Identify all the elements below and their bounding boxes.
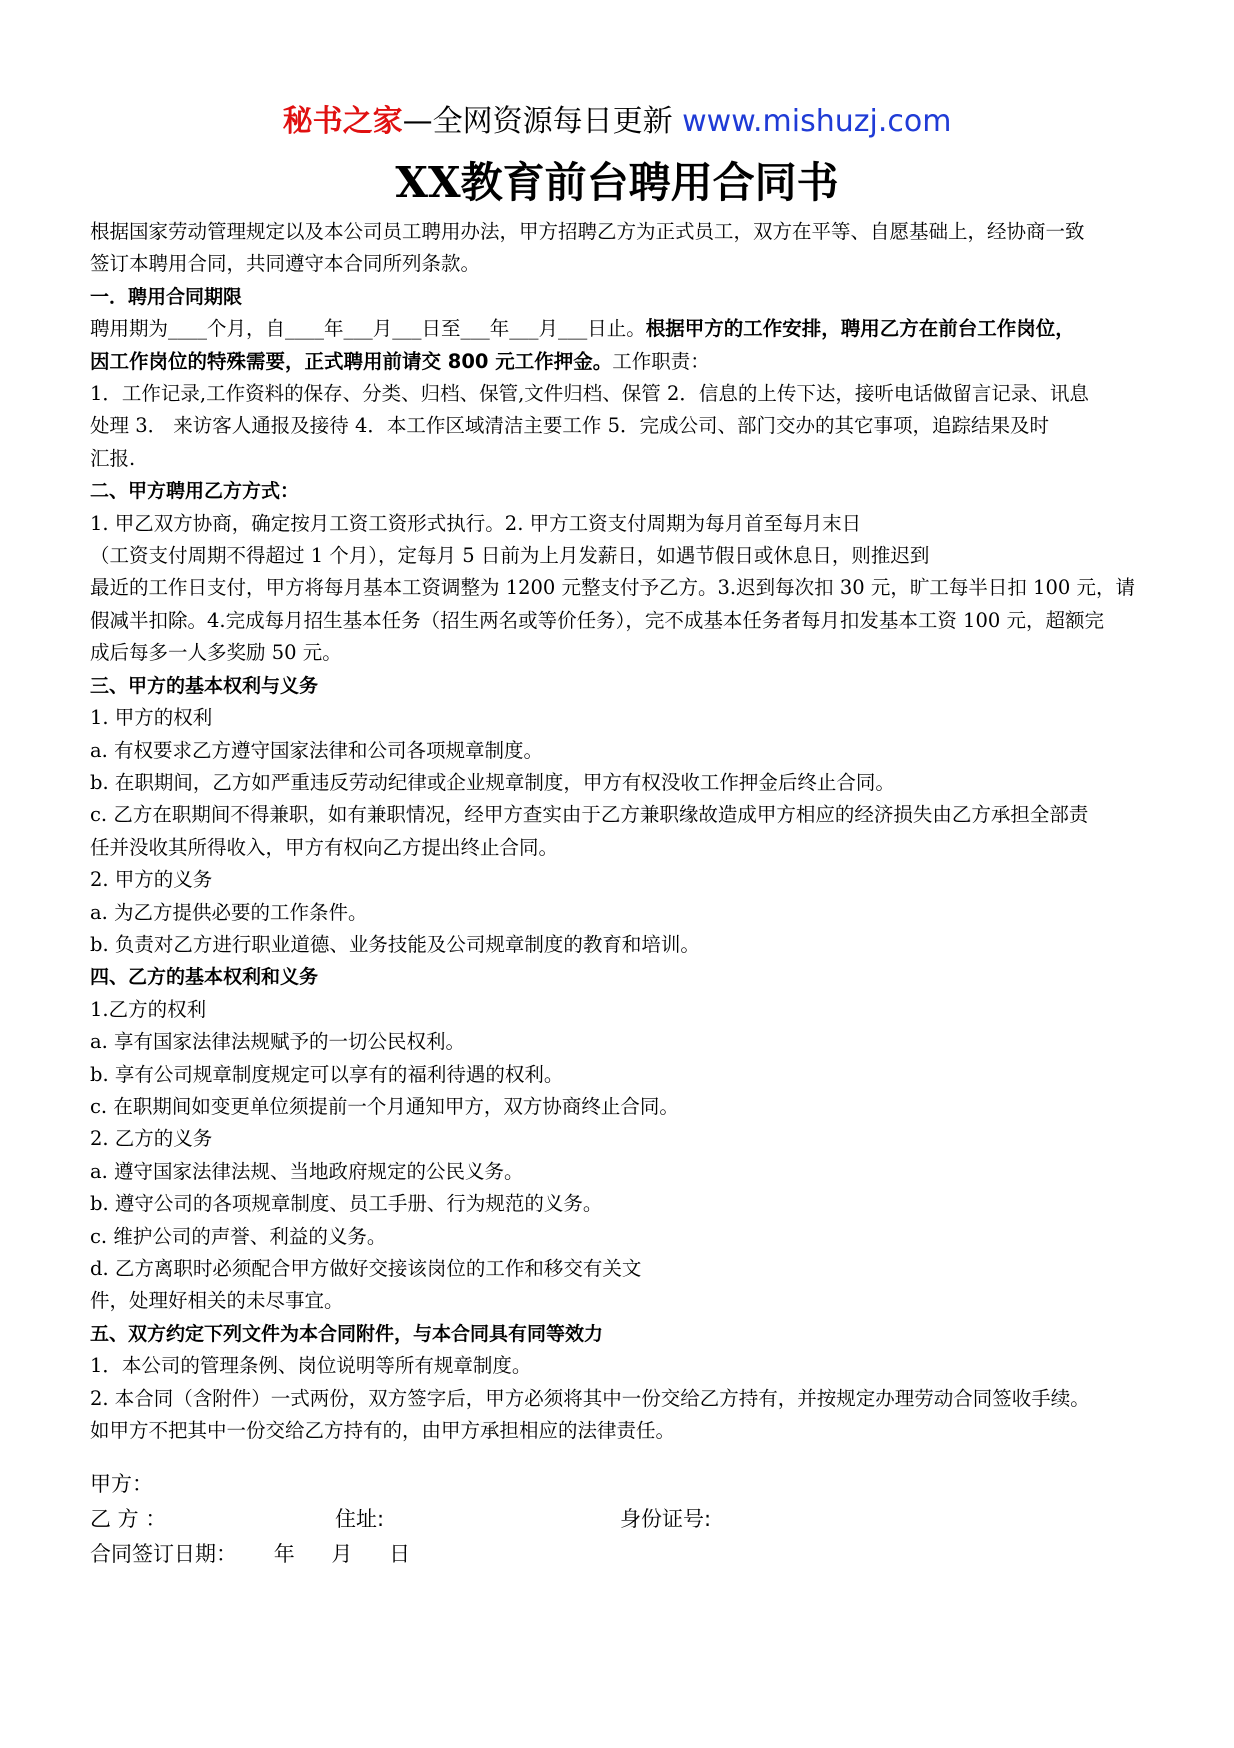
duties-label: 工作职责： xyxy=(612,349,710,373)
paragraph-line: 成后每多一人多奖励 50 元。 xyxy=(90,641,342,665)
paragraph-line: 处理 3． 来访客人通报及接待 4．本工作区域清洁主要工作 5．完成公司、部门交办的其它事项，追踪结果及时 xyxy=(90,414,1050,438)
list-item: 1．本公司的管理条例、岗位说明等所有规章制度。 xyxy=(90,1354,532,1378)
paragraph-line xyxy=(90,313,1170,345)
list-item: 2. 甲方的义务 xyxy=(90,868,213,892)
list-item: 件，处理好相关的未尽事宜。 xyxy=(90,1289,344,1313)
site-banner xyxy=(0,102,1234,142)
list-item: a. 享有国家法律法规赋予的一切公民权利。 xyxy=(90,1030,466,1054)
list-item: c. 乙方在职期间不得兼职，如有兼职情况，经甲方查实由于乙方兼职缘故造成甲方相应的经济损失由乙方承担全部责 xyxy=(90,803,1089,827)
signing-date-line xyxy=(90,1538,410,1568)
list-item: 2. 本合同（含附件）一式两份，双方签字后，甲方必须将其中一份交给乙方持有，并按规定办理劳动合同签收手续。 xyxy=(90,1386,1090,1410)
signing-date-label: 合同签订日期： xyxy=(90,1542,237,1566)
party-b-label: 乙 方 ： xyxy=(90,1507,167,1531)
section-heading: 一．聘用合同期限 xyxy=(90,285,243,308)
intro-line: 签订本聘用合同，共同遵守本合同所列条款。 xyxy=(90,252,481,276)
paragraph-line: （工资支付周期不得超过 1 个月），定每月 5 日前为上月发薪日，如遇节假日或休息日，则推迟到 xyxy=(90,544,930,568)
list-item: 任并没收其所得收入，甲方有权向乙方提出终止合同。 xyxy=(90,835,559,859)
intro-line: 根据国家劳动管理规定以及本公司员工聘用办法，甲方招聘乙方为正式员工，双方在平等、自愿基础上，经协商一致 xyxy=(90,220,1085,243)
list-item: b. 负责对乙方进行职业道德、业务技能及公司规章制度的教育和培训。 xyxy=(90,932,700,956)
list-item: b. 享有公司规章制度规定可以享有的福利待遇的权利。 xyxy=(90,1062,564,1086)
paragraph-line: 1．工作记录,工作资料的保存、分类、归档、保管,文件归档、保管 2．信息的上传下达，接听电话做留言记录、讯息 xyxy=(90,382,1089,406)
section-heading: 五、双方约定下列文件为本合同附件，与本合同具有同等效力 xyxy=(90,1322,604,1345)
list-item: 1.乙方的权利 xyxy=(90,997,207,1021)
section-heading: 三、甲方的基本权利与义务 xyxy=(90,674,319,697)
paragraph-line: 1. 甲乙双方协商，确定按月工资工资形式执行。2. 甲方工资支付周期为每月首至每月末日 xyxy=(90,511,862,535)
paragraph-line: 假减半扣除。4.完成每月招生基本任务（招生两名或等价任务），完不成基本任务者每月扣发基本工资 100 元，超额完 xyxy=(90,608,1104,632)
list-item: c. 在职期间如变更单位须提前一个月通知甲方，双方协商终止合同。 xyxy=(90,1094,679,1118)
list-item: 2. 乙方的义务 xyxy=(90,1127,213,1151)
paragraph-line: 最近的工作日支付，甲方将每月基本工资调整为 1200 元整支付予乙方。3.迟到每次扣 30 元，旷工每半日扣 100 元，请 xyxy=(90,576,1135,600)
party-b-line xyxy=(90,1503,1090,1533)
list-item: 如甲方不把其中一份交给乙方持有的，由甲方承担相应的法律责任。 xyxy=(90,1419,676,1443)
section-heading: 四、乙方的基本权利和义务 xyxy=(90,966,319,989)
list-item: a. 为乙方提供必要的工作条件。 xyxy=(90,900,368,924)
list-item: 1. 甲方的权利 xyxy=(90,706,213,730)
banner-brand: 秘书之家 xyxy=(282,104,403,139)
date-month: 月 xyxy=(331,1542,353,1566)
party-a-line xyxy=(90,1468,153,1498)
emphasis-text: 根据甲方的工作安排，聘用乙方在前台工作岗位， xyxy=(645,317,1075,341)
address-label: 住址: xyxy=(335,1507,385,1531)
list-item: d. 乙方离职时必须配合甲方做好交接该岗位的工作和移交有关文 xyxy=(90,1257,642,1280)
list-item: b. 遵守公司的各项规章制度、员工手册、行为规范的义务。 xyxy=(90,1192,603,1216)
paragraph-line xyxy=(90,346,1170,378)
banner-tagline: —全网资源每日更新 xyxy=(402,104,683,139)
list-item: a. 有权要求乙方遵守国家法律和公司各项规章制度。 xyxy=(90,738,544,762)
banner-url[interactable]: www.mishuzj.com xyxy=(682,104,952,139)
term-text: 聘用期为____个月，自____年___月___日至___年___月___日止。 xyxy=(90,317,646,341)
party-a-label: 甲方： xyxy=(90,1472,153,1496)
paragraph-line: 汇报. xyxy=(90,446,136,470)
document-title: XX教育前台聘用合同书 xyxy=(395,158,839,207)
emphasis-text: 因工作岗位的特殊需要，正式聘用前请交 800 元工作押金。 xyxy=(90,349,613,373)
id-number-label: 身份证号: xyxy=(620,1507,712,1531)
date-day: 日 xyxy=(389,1542,411,1566)
date-year: 年 xyxy=(273,1542,295,1566)
document-body xyxy=(90,216,1170,1447)
list-item: a. 遵守国家法律法规、当地政府规定的公民义务。 xyxy=(90,1159,524,1183)
list-item: c. 维护公司的声誉、利益的义务。 xyxy=(90,1224,387,1248)
list-item: b. 在职期间，乙方如严重违反劳动纪律或企业规章制度，甲方有权没收工作押金后终止合同。 xyxy=(90,770,895,794)
section-heading: 二、甲方聘用乙方方式： xyxy=(90,480,300,503)
